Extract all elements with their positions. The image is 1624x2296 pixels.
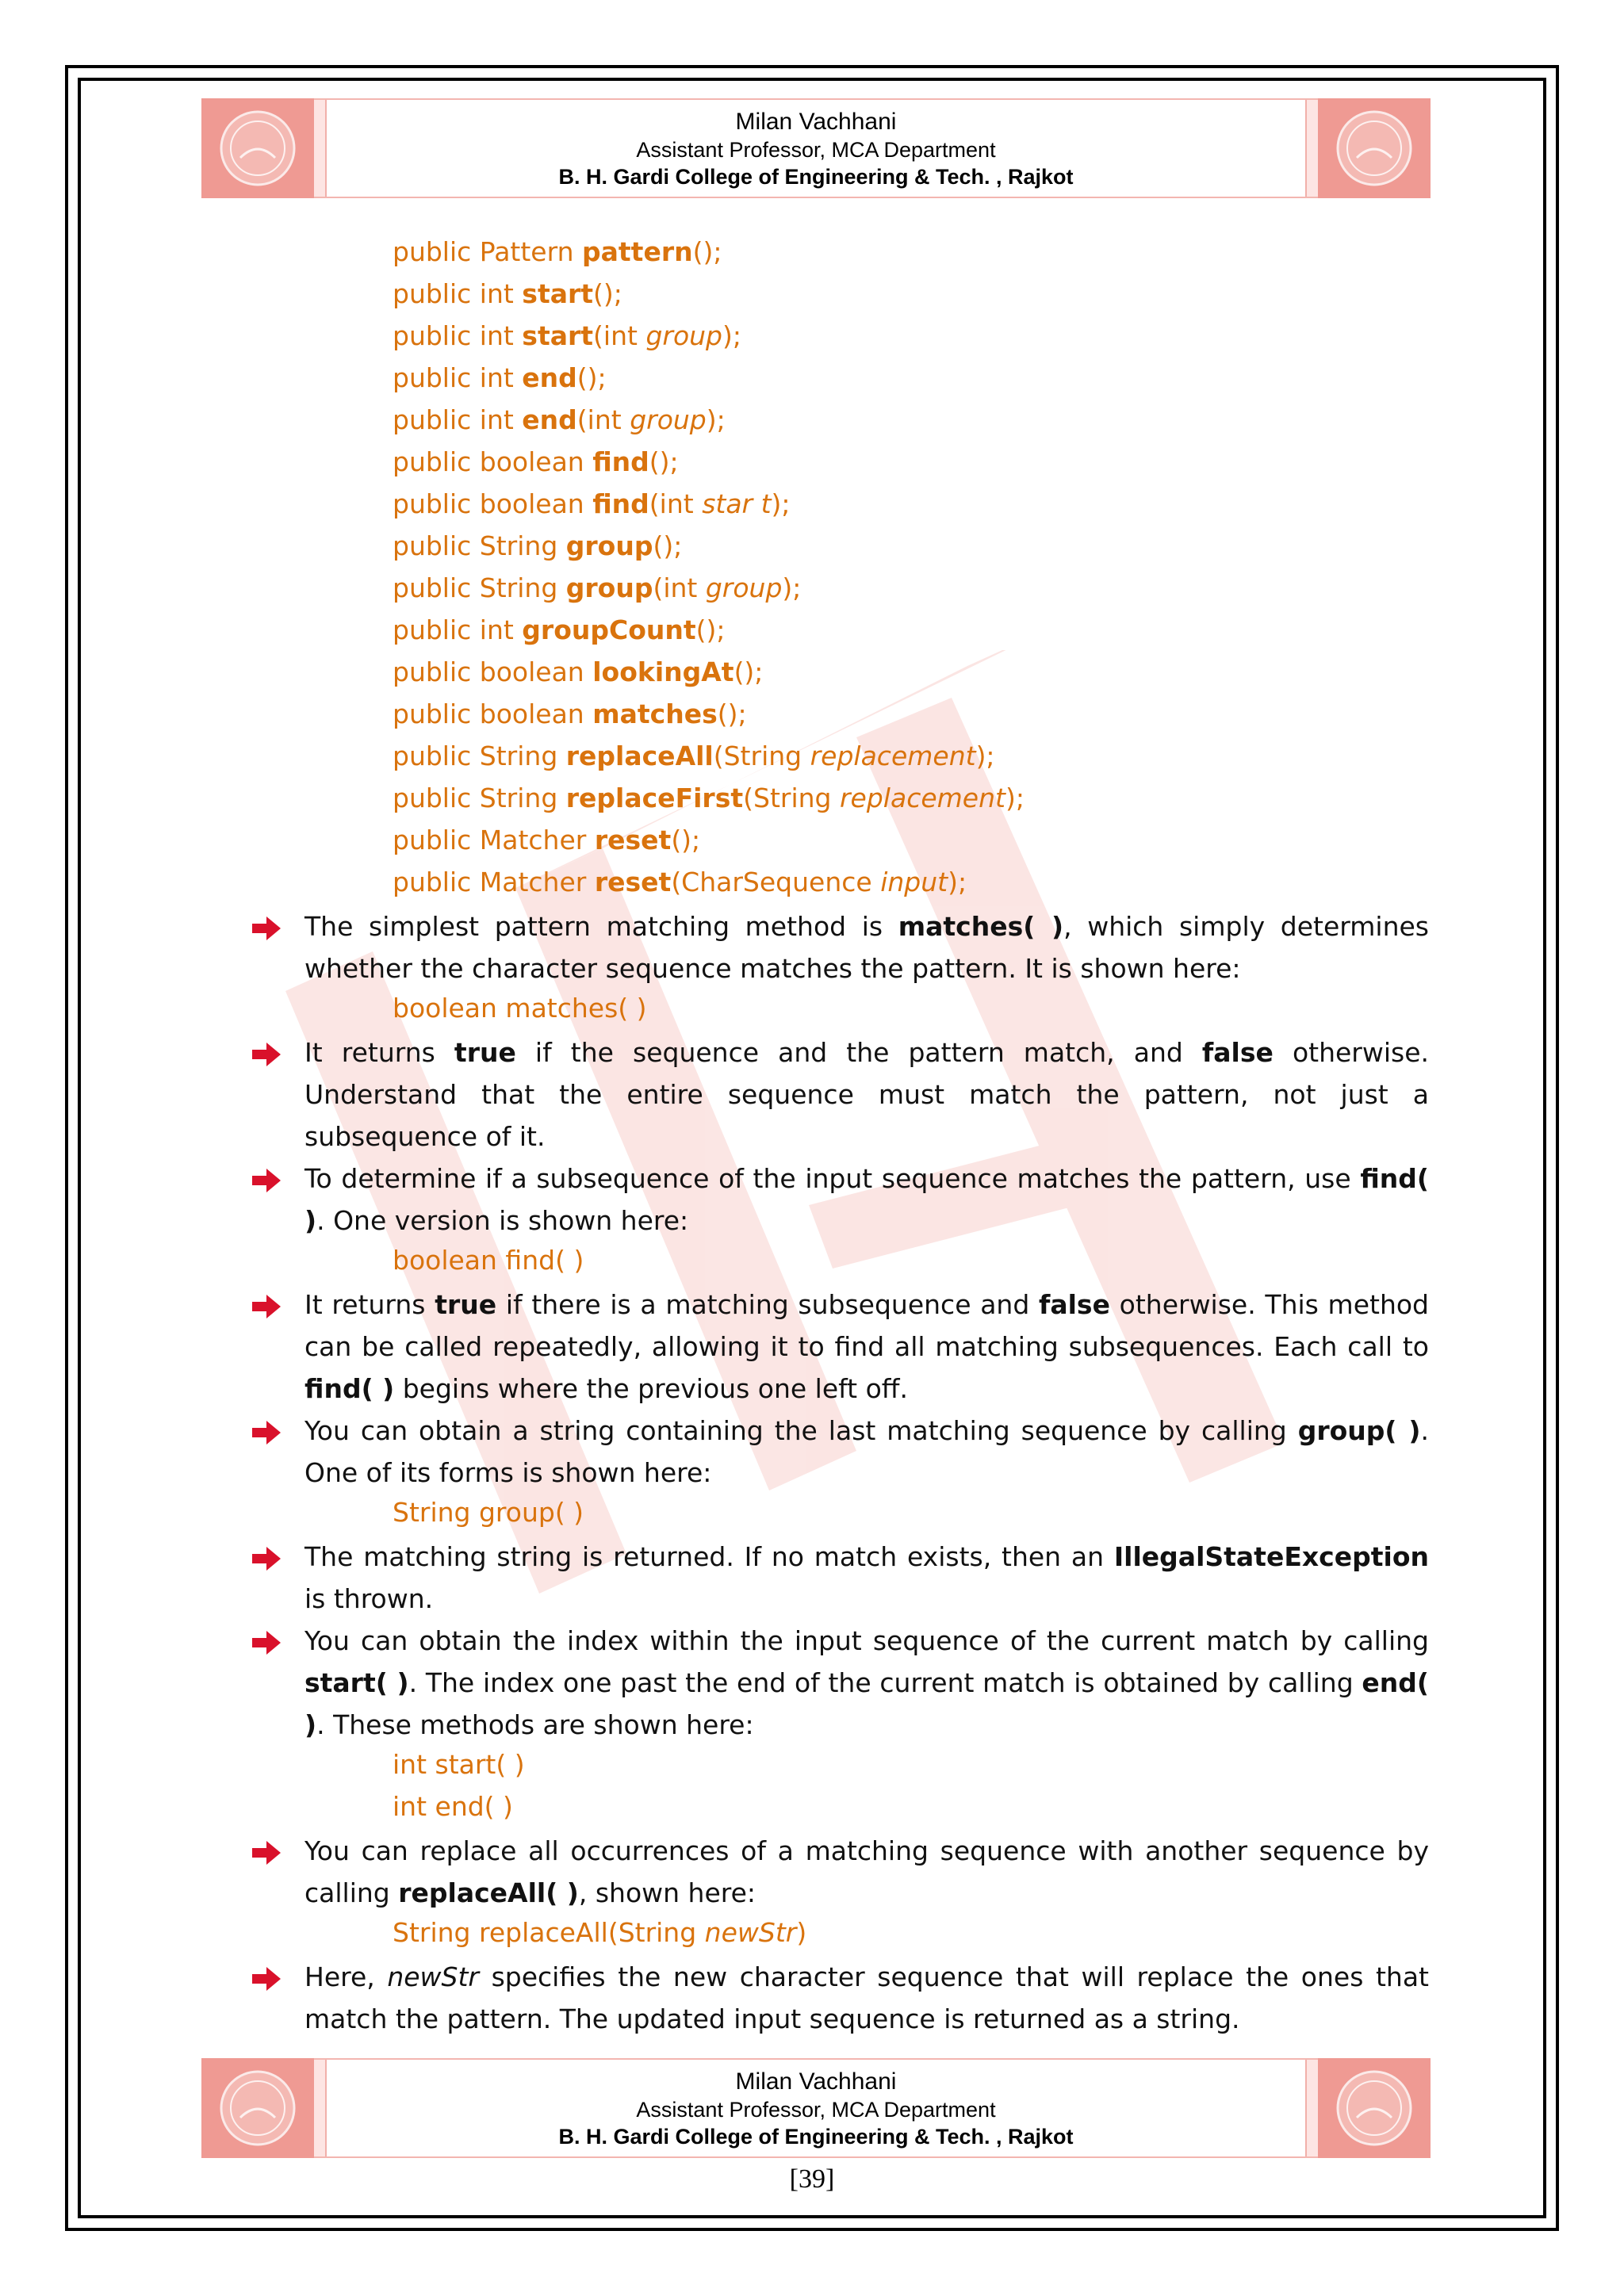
- code-example: boolean find( ): [393, 1245, 584, 1276]
- method-name: replaceAll: [565, 740, 714, 771]
- bullet-arrow-icon: [252, 1295, 281, 1318]
- method-signature: public int start(int group);: [393, 320, 742, 351]
- method-name: find: [592, 488, 649, 519]
- header-college-name: B. H. Gardi College of Engineering & Tech. , Rajkot: [558, 165, 1074, 189]
- footer-author-title: Assistant Professor, MCA Department: [636, 2098, 996, 2122]
- bullet-arrow-icon: [252, 1421, 281, 1445]
- bullet-arrow-icon: [252, 1631, 281, 1655]
- method-name: groupCount: [522, 614, 696, 645]
- bullet-paragraph: It returns true if there is a matching subsequence and false otherwise. This method can be called repeatedly, allowing it to find all matching subsequences. Each call to find( ) begins where the previous one left off.: [304, 1289, 1429, 1404]
- method-signature: public Pattern pattern();: [393, 236, 722, 267]
- method-signature: public String replaceAll(String replacement);: [393, 740, 995, 771]
- method-name: matches: [592, 698, 718, 729]
- code-example: int start( ): [393, 1749, 525, 1780]
- method-signature: public int end(int group);: [393, 404, 726, 435]
- method-signature: public String group();: [393, 530, 683, 561]
- bullet-paragraph: You can replace all occurrences of a matching sequence with another sequence by calling replaceAll( ), shown here:: [304, 1835, 1429, 1908]
- method-name: group: [565, 530, 653, 561]
- bullet-arrow-icon: [252, 1841, 281, 1865]
- method-signature: public int groupCount();: [393, 614, 726, 645]
- method-name: pattern: [582, 236, 693, 267]
- college-seal-icon: [1335, 2068, 1414, 2148]
- page-header: [201, 98, 1431, 198]
- bullet-paragraph: The simplest pattern matching method is matches( ), which simply determines whether the character sequence matches the pattern. It is shown here:: [304, 911, 1429, 984]
- header-author-title: Assistant Professor, MCA Department: [636, 138, 996, 162]
- bullet-arrow-icon: [252, 1169, 281, 1192]
- method-name: replaceFirst: [565, 783, 744, 813]
- bullet-arrow-icon: [252, 916, 281, 940]
- bullet-paragraph: You can obtain a string containing the last matching sequence by calling group( ). One of its forms is shown here:: [304, 1415, 1429, 1488]
- college-seal-icon: [1335, 109, 1414, 188]
- header-text-box: [314, 98, 1318, 198]
- bullet-paragraph: The matching string is returned. If no match exists, then an IllegalStateException is thrown.: [304, 1541, 1429, 1614]
- college-seal-icon: [218, 109, 297, 188]
- method-name: start: [522, 278, 594, 309]
- method-signature: public int start();: [393, 278, 622, 309]
- page-number: [39]: [789, 2164, 835, 2194]
- bullet-paragraph: Here, newStr specifies the new character sequence that will replace the ones that match the pattern. The updated input sequence is returned as a string.: [304, 1961, 1429, 2034]
- bullet-paragraph: To determine if a subsequence of the input sequence matches the pattern, use find( ). One version is shown here:: [304, 1163, 1429, 1236]
- method-name: reset: [594, 825, 672, 855]
- method-signature: public boolean matches();: [393, 698, 747, 729]
- method-name: lookingAt: [592, 656, 734, 687]
- method-signature: public boolean find();: [393, 446, 679, 477]
- method-signature: public Matcher reset(CharSequence input);: [393, 867, 967, 897]
- college-seal-icon: [218, 2068, 297, 2148]
- footer-logo-right: [1318, 2058, 1431, 2158]
- header-author-name: Milan Vachhani: [735, 109, 897, 135]
- method-signature: public String group(int group);: [393, 572, 802, 603]
- header-logo-left: [201, 98, 314, 198]
- method-name: end: [522, 362, 577, 393]
- footer-text-box: [314, 2058, 1318, 2158]
- page-footer: [201, 2058, 1431, 2158]
- method-signature: public boolean lookingAt();: [393, 656, 764, 687]
- method-signature: public String replaceFirst(String replacement);: [393, 783, 1025, 813]
- footer-author-name: Milan Vachhani: [735, 2068, 897, 2095]
- header-logo-right: [1318, 98, 1431, 198]
- bullet-arrow-icon: [252, 1547, 281, 1571]
- bullet-arrow-icon: [252, 1043, 281, 1066]
- method-name: start: [522, 320, 594, 351]
- method-signature: public int end();: [393, 362, 607, 393]
- bullet-arrow-icon: [252, 1967, 281, 1991]
- method-signature: public boolean find(int star t);: [393, 488, 791, 519]
- method-name: find: [592, 446, 649, 477]
- footer-college-name: B. H. Gardi College of Engineering & Tech. , Rajkot: [558, 2125, 1074, 2149]
- code-example: String group( ): [393, 1497, 584, 1528]
- bullet-paragraph: It returns true if the sequence and the pattern match, and false otherwise. Understand that the entire sequence must match the pattern, not just a subsequence of it.: [304, 1037, 1430, 1152]
- bullet-paragraph: You can obtain the index within the input sequence of the current match by calling start( ). The index one past the end of the current match is obtained by calling end( ). These methods are shown here:: [304, 1625, 1429, 1740]
- method-signature: public Matcher reset();: [393, 825, 701, 855]
- code-example: boolean matches( ): [393, 993, 647, 1024]
- code-example: int end( ): [393, 1791, 513, 1822]
- method-name: end: [522, 404, 577, 435]
- method-name: reset: [594, 867, 672, 897]
- code-example: String replaceAll(String newStr): [393, 1917, 807, 1948]
- method-name: group: [565, 572, 653, 603]
- footer-logo-left: [201, 2058, 314, 2158]
